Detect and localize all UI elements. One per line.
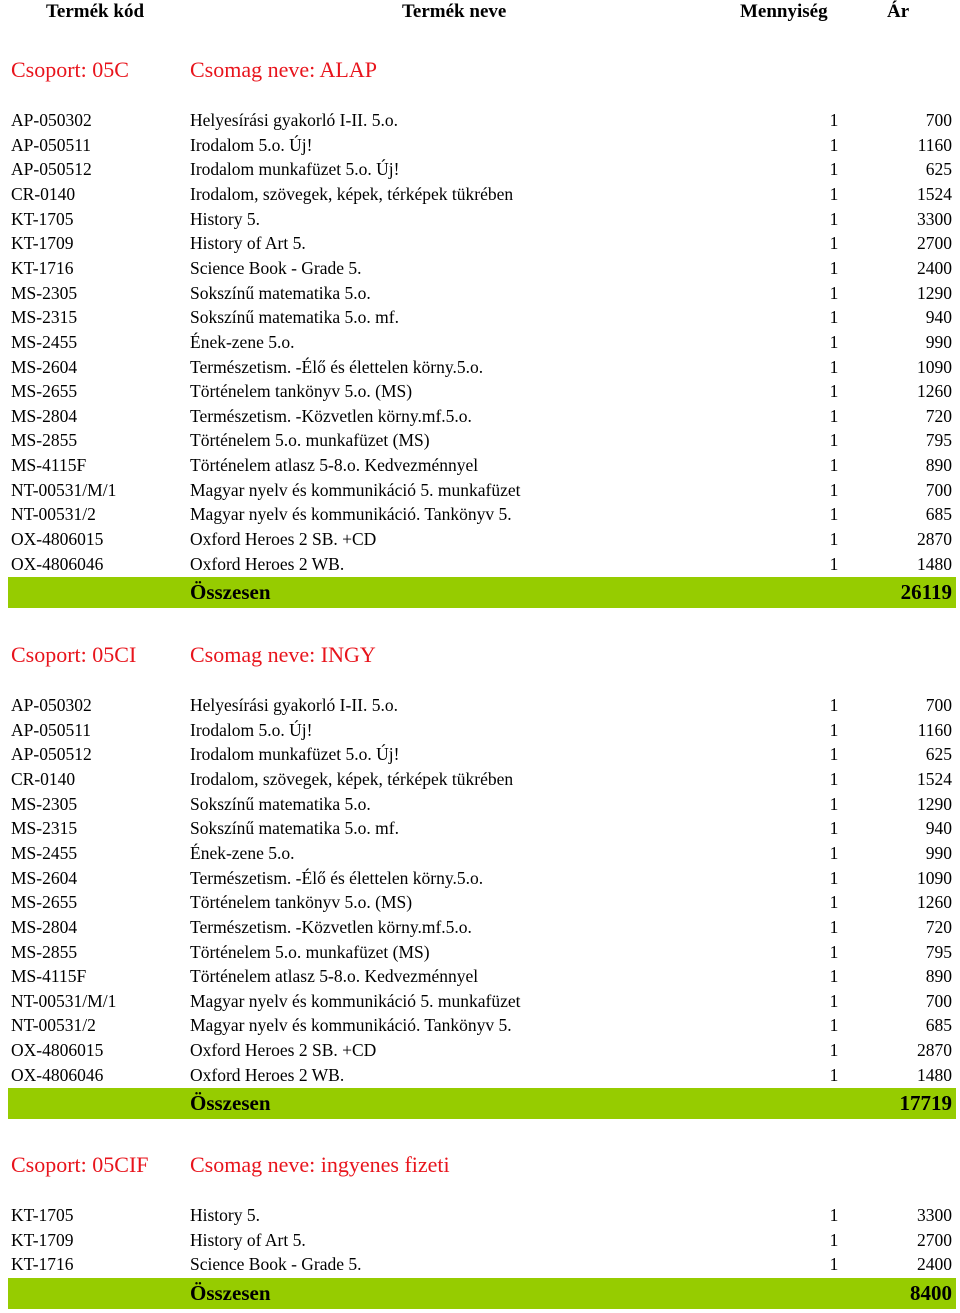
group-title [0, 640, 960, 670]
total-bar [8, 1088, 956, 1119]
table-row [0, 453, 960, 478]
product-name: Magyar nyelv és kommunikáció. Tankönyv 5. [190, 1015, 512, 1036]
quantity-value: 1 [829, 455, 839, 476]
product-name: Sokszínű matematika 5.o. [190, 793, 371, 814]
quantity-value: 1 [829, 719, 839, 740]
header-quantity: Mennyiség [740, 1, 828, 22]
price-value: 625 [925, 159, 952, 180]
table-row [0, 693, 960, 718]
table-row [0, 1228, 960, 1253]
price-value: 2870 [917, 529, 952, 550]
price-value: 2870 [917, 1040, 952, 1061]
group-code-label: Csoport: 05CIF [11, 1152, 149, 1177]
quantity-value: 1 [829, 553, 839, 574]
product-code: MS-2655 [11, 892, 78, 913]
table-row [0, 108, 960, 133]
price-value: 990 [925, 842, 952, 863]
quantity-value: 1 [829, 1205, 839, 1225]
total-label: Összesen [190, 1091, 271, 1116]
price-value: 795 [925, 430, 952, 451]
price-value: 2400 [917, 1254, 952, 1275]
price-value: 940 [925, 307, 952, 328]
quantity-value: 1 [829, 405, 839, 426]
price-value: 1090 [917, 356, 952, 377]
product-code: MS-2305 [11, 793, 78, 814]
price-value: 700 [925, 990, 952, 1011]
table-row [0, 502, 960, 527]
price-value: 2700 [917, 1229, 952, 1250]
quantity-value: 1 [829, 208, 839, 229]
table-row [0, 256, 960, 281]
total-label: Összesen [190, 580, 271, 605]
table-row [0, 1038, 960, 1063]
quantity-value: 1 [829, 110, 839, 130]
product-code: MS-2315 [11, 307, 78, 328]
table-row [0, 816, 960, 841]
product-code: KT-1709 [11, 1229, 74, 1250]
package-name-label: Csomag neve: ingyenes fizeti [190, 1152, 450, 1177]
product-code: MS-2455 [11, 842, 78, 863]
price-value: 1290 [917, 793, 952, 814]
product-code: NT-00531/2 [11, 504, 96, 525]
table-row [0, 1252, 960, 1277]
group-title [0, 1150, 960, 1180]
total-value: 26119 [900, 580, 952, 605]
table-row [0, 552, 960, 577]
product-code: AP-050302 [11, 110, 92, 130]
quantity-value: 1 [829, 1229, 839, 1250]
product-name: Helyesírási gyakorló I-II. 5.o. [190, 695, 398, 715]
quantity-value: 1 [829, 867, 839, 888]
total-label: Összesen [190, 1280, 271, 1305]
total-bar [8, 1278, 956, 1309]
group-code-label: Csoport: 05C [11, 57, 129, 82]
table-row [0, 527, 960, 552]
table-row [0, 281, 960, 306]
price-value: 1260 [917, 892, 952, 913]
price-value: 1160 [917, 134, 952, 155]
quantity-value: 1 [829, 990, 839, 1011]
quantity-value: 1 [829, 430, 839, 451]
product-code: AP-050511 [11, 719, 92, 740]
product-name: Történelem atlasz 5-8.o. Kedvezménnyel [190, 455, 479, 476]
quantity-value: 1 [829, 504, 839, 525]
table-row [0, 866, 960, 891]
quantity-value: 1 [829, 941, 839, 962]
table-row [0, 989, 960, 1014]
price-value: 2700 [917, 233, 952, 254]
product-name: Ének-zene 5.o. [190, 842, 295, 863]
quantity-value: 1 [829, 134, 839, 155]
product-code: MS-2804 [11, 405, 78, 426]
table-row [0, 428, 960, 453]
quantity-value: 1 [829, 818, 839, 839]
product-code: MS-2855 [11, 941, 78, 962]
product-code: MS-4115F [11, 966, 87, 987]
price-value: 1480 [917, 553, 952, 574]
quantity-value: 1 [829, 233, 839, 254]
price-value: 890 [925, 966, 952, 987]
quantity-value: 1 [829, 744, 839, 765]
product-name: Természetism. -Közvetlen körny.mf.5.o. [190, 916, 472, 937]
product-code: KT-1716 [11, 257, 74, 278]
price-value: 890 [925, 455, 952, 476]
product-name: History of Art 5. [190, 233, 306, 254]
product-name: Természetism. -Élő és élettelen körny.5.o. [190, 867, 484, 888]
product-name: History of Art 5. [190, 1229, 306, 1250]
table-row [0, 841, 960, 866]
product-code: AP-050302 [11, 695, 92, 715]
product-name: Történelem atlasz 5-8.o. Kedvezménnyel [190, 966, 479, 987]
product-name: Természetism. -Közvetlen körny.mf.5.o. [190, 405, 472, 426]
price-value: 3300 [917, 1205, 952, 1225]
product-code: CR-0140 [11, 768, 76, 789]
product-name: Történelem tankönyv 5.o. (MS) [190, 381, 413, 402]
product-name: Történelem 5.o. munkafüzet (MS) [190, 941, 430, 962]
product-code: MS-2655 [11, 381, 78, 402]
product-name: Sokszínű matematika 5.o. mf. [190, 307, 399, 328]
table-row [0, 1013, 960, 1038]
table-row [0, 404, 960, 429]
product-name: Oxford Heroes 2 SB. +CD [190, 529, 377, 550]
price-value: 940 [925, 818, 952, 839]
table-row [0, 792, 960, 817]
quantity-value: 1 [829, 159, 839, 180]
quantity-value: 1 [829, 257, 839, 278]
package-name-label: Csomag neve: ALAP [190, 57, 377, 82]
product-name: Science Book - Grade 5. [190, 257, 362, 278]
product-code: AP-050512 [11, 744, 92, 765]
quantity-value: 1 [829, 307, 839, 328]
product-name: Sokszínű matematika 5.o. mf. [190, 818, 399, 839]
quantity-value: 1 [829, 183, 839, 204]
price-value: 795 [925, 941, 952, 962]
product-name: Irodalom, szövegek, képek, térképek tükrében [190, 183, 514, 204]
quantity-value: 1 [829, 529, 839, 550]
table-row [0, 940, 960, 965]
price-value: 1290 [917, 282, 952, 303]
product-name: Irodalom, szövegek, képek, térképek tükrében [190, 768, 514, 789]
price-value: 720 [925, 405, 952, 426]
table-row [0, 1203, 960, 1228]
table-row [0, 182, 960, 207]
product-code: AP-050512 [11, 159, 92, 180]
table-row [0, 915, 960, 940]
product-code: OX-4806046 [11, 553, 104, 574]
table-row [0, 718, 960, 743]
header-product-code: Termék kód [46, 1, 145, 22]
product-code: CR-0140 [11, 183, 76, 204]
quantity-value: 1 [829, 768, 839, 789]
group-title [0, 55, 960, 85]
price-value: 1524 [917, 183, 952, 204]
price-value: 1160 [917, 719, 952, 740]
table-row [0, 379, 960, 404]
product-name: Oxford Heroes 2 WB. [190, 1064, 345, 1085]
product-code: KT-1705 [11, 1205, 74, 1225]
product-code: MS-2604 [11, 356, 78, 377]
quantity-value: 1 [829, 479, 839, 500]
table-row [0, 478, 960, 503]
product-code: MS-2455 [11, 331, 78, 352]
product-name: Oxford Heroes 2 WB. [190, 553, 345, 574]
table-row [0, 767, 960, 792]
table-row [0, 305, 960, 330]
quantity-value: 1 [829, 892, 839, 913]
quantity-value: 1 [829, 966, 839, 987]
product-code: MS-2804 [11, 916, 78, 937]
package-name-label: Csomag neve: INGY [190, 642, 376, 667]
price-value: 1524 [917, 768, 952, 789]
product-name: Irodalom 5.o. Új! [190, 134, 313, 155]
table-row [0, 207, 960, 232]
product-name: Science Book - Grade 5. [190, 1254, 362, 1275]
price-value: 700 [925, 695, 952, 715]
product-code: AP-050511 [11, 134, 92, 155]
product-name: Magyar nyelv és kommunikáció. Tankönyv 5. [190, 504, 512, 525]
price-value: 720 [925, 916, 952, 937]
product-code: OX-4806015 [11, 529, 104, 550]
product-code: NT-00531/M/1 [11, 990, 117, 1011]
group-code-label: Csoport: 05CI [11, 642, 137, 667]
product-code: KT-1709 [11, 233, 74, 254]
product-name: Irodalom 5.o. Új! [190, 719, 313, 740]
table-row [0, 355, 960, 380]
product-code: MS-2604 [11, 867, 78, 888]
quantity-value: 1 [829, 1254, 839, 1275]
quantity-value: 1 [829, 331, 839, 352]
table-row [0, 742, 960, 767]
price-value: 700 [925, 479, 952, 500]
product-name: Természetism. -Élő és élettelen körny.5.o. [190, 356, 484, 377]
product-name: Irodalom munkafüzet 5.o. Új! [190, 744, 400, 765]
total-bar [8, 577, 956, 608]
total-value: 17719 [899, 1091, 952, 1116]
product-name: Történelem 5.o. munkafüzet (MS) [190, 430, 430, 451]
price-value: 1090 [917, 867, 952, 888]
table-row [0, 964, 960, 989]
price-value: 2400 [917, 257, 952, 278]
product-name: Ének-zene 5.o. [190, 331, 295, 352]
price-value: 1480 [917, 1064, 952, 1085]
quantity-value: 1 [829, 842, 839, 863]
total-value: 8400 [910, 1280, 952, 1305]
quantity-value: 1 [829, 282, 839, 303]
table-row [0, 133, 960, 158]
price-value: 685 [925, 1015, 952, 1036]
product-name: Irodalom munkafüzet 5.o. Új! [190, 159, 400, 180]
product-code: NT-00531/M/1 [11, 479, 117, 500]
header-product-name: Termék neve [402, 1, 507, 22]
price-value: 700 [925, 110, 952, 130]
quantity-value: 1 [829, 916, 839, 937]
product-name: History 5. [190, 1205, 260, 1225]
product-name: Magyar nyelv és kommunikáció 5. munkafüzet [190, 990, 521, 1011]
product-name: Helyesírási gyakorló I-II. 5.o. [190, 110, 398, 130]
product-name: History 5. [190, 208, 260, 229]
table-row [0, 1063, 960, 1088]
quantity-value: 1 [829, 793, 839, 814]
product-name: Sokszínű matematika 5.o. [190, 282, 371, 303]
table-row [0, 231, 960, 256]
product-code: OX-4806046 [11, 1064, 104, 1085]
product-code: OX-4806015 [11, 1040, 104, 1061]
product-name: Magyar nyelv és kommunikáció 5. munkafüzet [190, 479, 521, 500]
price-value: 685 [925, 504, 952, 525]
quantity-value: 1 [829, 381, 839, 402]
product-code: MS-2305 [11, 282, 78, 303]
product-code: MS-2315 [11, 818, 78, 839]
product-code: KT-1716 [11, 1254, 74, 1275]
header-price: Ár [887, 1, 910, 22]
product-name: Oxford Heroes 2 SB. +CD [190, 1040, 377, 1061]
price-value: 625 [925, 744, 952, 765]
product-name: Történelem tankönyv 5.o. (MS) [190, 892, 413, 913]
table-row [0, 157, 960, 182]
quantity-value: 1 [829, 1040, 839, 1061]
column-header [0, 0, 960, 26]
table-row [0, 890, 960, 915]
quantity-value: 1 [829, 695, 839, 715]
quantity-value: 1 [829, 1015, 839, 1036]
product-code: KT-1705 [11, 208, 74, 229]
price-value: 1260 [917, 381, 952, 402]
price-value: 990 [925, 331, 952, 352]
product-code: NT-00531/2 [11, 1015, 96, 1036]
quantity-value: 1 [829, 1064, 839, 1085]
product-code: MS-2855 [11, 430, 78, 451]
price-value: 3300 [917, 208, 952, 229]
table-row [0, 330, 960, 355]
quantity-value: 1 [829, 356, 839, 377]
product-code: MS-4115F [11, 455, 87, 476]
